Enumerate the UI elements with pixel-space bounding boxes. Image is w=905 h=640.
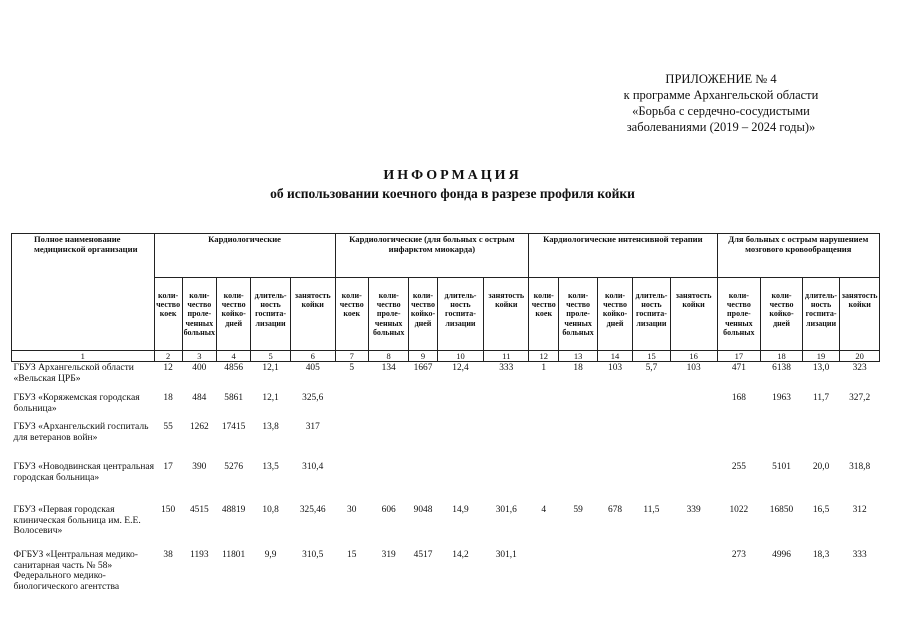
subheader: длитель-ность госпита-лизации xyxy=(437,278,484,351)
org-name-cell: ГБУЗ «Первая городская клиническая больница им. Е.Е. Волосевич» xyxy=(13,504,141,536)
table-cell: 30 xyxy=(347,505,357,515)
table-cell: 1193 xyxy=(190,550,209,560)
table-row xyxy=(12,461,880,504)
table-cell: 15 xyxy=(347,550,357,560)
subheader: занятость койки xyxy=(670,278,717,351)
table-cell: 4515 xyxy=(189,505,209,515)
column-number: 15 xyxy=(633,351,670,362)
table-cell: 12 xyxy=(163,363,173,373)
table-cell: 301,1 xyxy=(495,550,517,560)
table-cell xyxy=(368,461,409,504)
table-cell: 13,8 xyxy=(262,422,279,432)
column-number: 10 xyxy=(437,351,484,362)
table-cell xyxy=(484,392,529,421)
table-cell: 1022 xyxy=(729,505,749,515)
column-number: 3 xyxy=(182,351,216,362)
group-header-cardiology-icu: Кардиологические интенсивной терапии xyxy=(529,234,717,278)
appendix-line: к программе Архангельской области xyxy=(623,88,819,102)
table-cell xyxy=(633,392,670,421)
table-cell: 325,6 xyxy=(302,393,324,403)
table-cell: 319 xyxy=(381,550,396,560)
table-cell: 134 xyxy=(381,363,396,373)
table-cell: 103 xyxy=(686,363,701,373)
document-subtitle: об использовании коечного фонда в разрезе профиля койки xyxy=(270,186,635,201)
org-name-cell: ГБУЗ «Архангельский госпиталь для ветеранов войн» xyxy=(13,421,149,443)
header-org-name: Полное наименование медицинской организации xyxy=(12,234,155,351)
column-number: 2 xyxy=(154,351,182,362)
table-cell: 59 xyxy=(573,505,583,515)
column-number: 19 xyxy=(802,351,839,362)
table-cell: 18 xyxy=(573,363,583,373)
column-number: 8 xyxy=(368,351,409,362)
column-number: 20 xyxy=(840,351,880,362)
table-cell: 4996 xyxy=(772,550,791,560)
table-cell xyxy=(559,461,598,504)
table-cell: 5 xyxy=(349,363,355,373)
column-number: 5 xyxy=(251,351,291,362)
subheader: коли-чество проле-ченных больных xyxy=(182,278,216,351)
column-number: 18 xyxy=(761,351,803,362)
table-cell xyxy=(840,421,880,461)
table-cell: 1262 xyxy=(189,422,209,432)
table-cell xyxy=(633,461,670,504)
table-cell xyxy=(597,421,632,461)
table-cell: 11,7 xyxy=(813,393,830,403)
table-cell: 1963 xyxy=(772,393,791,403)
table-cell: 11,5 xyxy=(643,505,660,515)
org-name-cell: ФГБУЗ «Центральная медико-санитарная часть № 58» Федерального медико-биологического агентства xyxy=(13,549,138,592)
table-cell: 16850 xyxy=(769,505,794,515)
table-cell: 150 xyxy=(161,505,176,515)
table-cell: 310,5 xyxy=(302,550,324,560)
table-cell: 301,6 xyxy=(495,505,517,515)
table-cell xyxy=(437,392,484,421)
table-cell: 168 xyxy=(731,393,746,403)
table-cell xyxy=(717,421,761,461)
table-cell: 5,7 xyxy=(645,363,658,373)
table-cell xyxy=(529,392,559,421)
group-header-cardiology: Кардиологические xyxy=(154,234,335,278)
table-cell: 1667 xyxy=(413,363,433,373)
subheader: длитель-ность госпита-лизации xyxy=(633,278,670,351)
subheader: коли-чество койко-дней xyxy=(216,278,250,351)
table-cell: 14,9 xyxy=(452,505,469,515)
table-cell: 255 xyxy=(731,462,746,472)
table-cell: 5101 xyxy=(772,462,791,472)
group-header-stroke: Для больных с острым нарушением мозгового кровообращения xyxy=(717,234,879,278)
subheader: коли-чество койко-дней xyxy=(597,278,632,351)
column-number: 13 xyxy=(559,351,598,362)
subheader: коли-чество коек xyxy=(154,278,182,351)
table-cell: 17 xyxy=(163,462,173,472)
org-name-cell: ГБУЗ «Новодвинская центральная городская больница» xyxy=(13,461,155,483)
table-cell xyxy=(597,392,632,421)
column-number: 6 xyxy=(290,351,335,362)
table-cell xyxy=(670,392,717,421)
table-cell: 606 xyxy=(381,505,396,515)
table-cell: 17415 xyxy=(221,422,246,432)
table-cell xyxy=(368,392,409,421)
table-cell xyxy=(335,392,368,421)
table-cell: 48819 xyxy=(221,505,246,515)
table-cell: 13,5 xyxy=(262,462,279,472)
org-name-cell: ГБУЗ Архангельской области «Вельская ЦРБ» xyxy=(13,362,134,384)
subheader: длитель-ность госпита-лизации xyxy=(251,278,291,351)
table-cell: 12,4 xyxy=(452,363,469,373)
table-cell xyxy=(559,549,598,600)
table-cell: 405 xyxy=(305,363,320,373)
subheader: занятость койки xyxy=(290,278,335,351)
table-cell: 327,2 xyxy=(849,393,871,403)
table-cell: 273 xyxy=(731,550,746,560)
table-cell xyxy=(335,461,368,504)
table-cell xyxy=(597,461,632,504)
table-cell: 103 xyxy=(608,363,623,373)
table-cell xyxy=(802,421,839,461)
table-cell: 18 xyxy=(163,393,173,403)
table-cell: 5276 xyxy=(224,462,244,472)
table-cell: 310,4 xyxy=(302,462,324,472)
table-cell xyxy=(368,421,409,461)
column-number: 14 xyxy=(597,351,632,362)
table-cell xyxy=(670,549,717,600)
table-cell xyxy=(437,421,484,461)
appendix-line: ПРИЛОЖЕНИЕ № 4 xyxy=(665,72,777,86)
table-cell xyxy=(761,421,803,461)
subheader: коли-чество коек xyxy=(529,278,559,351)
table-cell: 471 xyxy=(731,363,746,373)
table-cell: 323 xyxy=(852,363,867,373)
table-cell: 1 xyxy=(541,363,547,373)
table-cell: 339 xyxy=(686,505,701,515)
table-cell xyxy=(484,461,529,504)
table-cell: 4856 xyxy=(224,363,244,373)
table-cell: 5861 xyxy=(224,393,244,403)
table-cell: 20,0 xyxy=(812,462,830,472)
subheader: коли-чество койко-дней xyxy=(761,278,803,351)
table-cell: 325,46 xyxy=(299,505,326,515)
table-cell: 55 xyxy=(163,422,173,432)
column-number: 1 xyxy=(12,351,155,362)
appendix-line: заболеваниями (2019 – 2024 годы)» xyxy=(626,120,816,134)
appendix-line: «Борьба с сердечно-сосудистыми xyxy=(632,104,810,118)
table-cell: 10,8 xyxy=(262,505,279,515)
table-cell xyxy=(409,392,437,421)
table-cell xyxy=(437,461,484,504)
org-name-cell: ГБУЗ «Коряжемская городская больница» xyxy=(13,392,140,414)
table-cell: 333 xyxy=(499,363,514,373)
table-cell: 11801 xyxy=(222,550,246,560)
table-row xyxy=(12,504,880,549)
subheader: коли-чество проле-ченных больных xyxy=(559,278,598,351)
table-cell: 14,2 xyxy=(452,550,469,560)
subheader: занятость койки xyxy=(840,278,880,351)
table-cell: 318,8 xyxy=(849,462,871,472)
table-cell xyxy=(633,421,670,461)
table-cell: 400 xyxy=(192,363,207,373)
subheader: длитель-ность госпита-лизации xyxy=(802,278,839,351)
table-cell xyxy=(335,421,368,461)
column-number: 12 xyxy=(529,351,559,362)
subheader: коли-чество проле-ченных больных xyxy=(717,278,761,351)
table-row xyxy=(12,362,880,393)
table-cell: 312 xyxy=(852,505,867,515)
table-cell: 4517 xyxy=(413,550,433,560)
table-cell: 333 xyxy=(852,550,867,560)
column-number: 7 xyxy=(335,351,368,362)
table-cell: 18,3 xyxy=(812,550,830,560)
table-cell xyxy=(559,392,598,421)
group-header-cardiology-mi: Кардиологические (для больных с острым инфарктом миокарда) xyxy=(335,234,529,278)
subheader: коли-чество проле-ченных больных xyxy=(368,278,409,351)
document-title: ИНФОРМАЦИЯ xyxy=(383,168,522,183)
table-cell: 678 xyxy=(608,505,623,515)
table-cell xyxy=(633,549,670,600)
table-cell xyxy=(484,421,529,461)
table-row xyxy=(12,392,880,421)
table-cell: 484 xyxy=(192,393,207,403)
subheader: коли-чество койко-дней xyxy=(409,278,437,351)
column-number: 17 xyxy=(717,351,761,362)
table-cell xyxy=(597,549,632,600)
table-cell: 38 xyxy=(163,550,173,560)
subheader: занятость койки xyxy=(484,278,529,351)
table-cell: 12,1 xyxy=(262,363,279,373)
column-number: 16 xyxy=(670,351,717,362)
table-cell: 9048 xyxy=(413,505,433,515)
table-cell: 12,1 xyxy=(262,393,279,403)
table-cell: 317 xyxy=(305,422,320,432)
table-cell xyxy=(529,549,559,600)
table-cell: 6138 xyxy=(772,363,791,373)
table-cell xyxy=(559,421,598,461)
subheader: коли-чество коек xyxy=(335,278,368,351)
table-cell: 13,0 xyxy=(812,363,830,373)
table-row xyxy=(12,421,880,461)
table-cell xyxy=(409,461,437,504)
table-cell: 4 xyxy=(541,505,547,515)
column-number: 9 xyxy=(409,351,437,362)
appendix-header xyxy=(571,71,871,135)
table-row xyxy=(12,549,880,600)
table-cell: 16,5 xyxy=(812,505,830,515)
table-cell xyxy=(529,461,559,504)
table-cell: 390 xyxy=(192,462,207,472)
column-number: 4 xyxy=(216,351,250,362)
column-number: 11 xyxy=(484,351,529,362)
bed-usage-table xyxy=(11,233,880,600)
table-cell: 9,9 xyxy=(264,550,277,560)
table-cell xyxy=(409,421,437,461)
table-cell xyxy=(670,461,717,504)
table-cell xyxy=(529,421,559,461)
table-cell xyxy=(670,421,717,461)
